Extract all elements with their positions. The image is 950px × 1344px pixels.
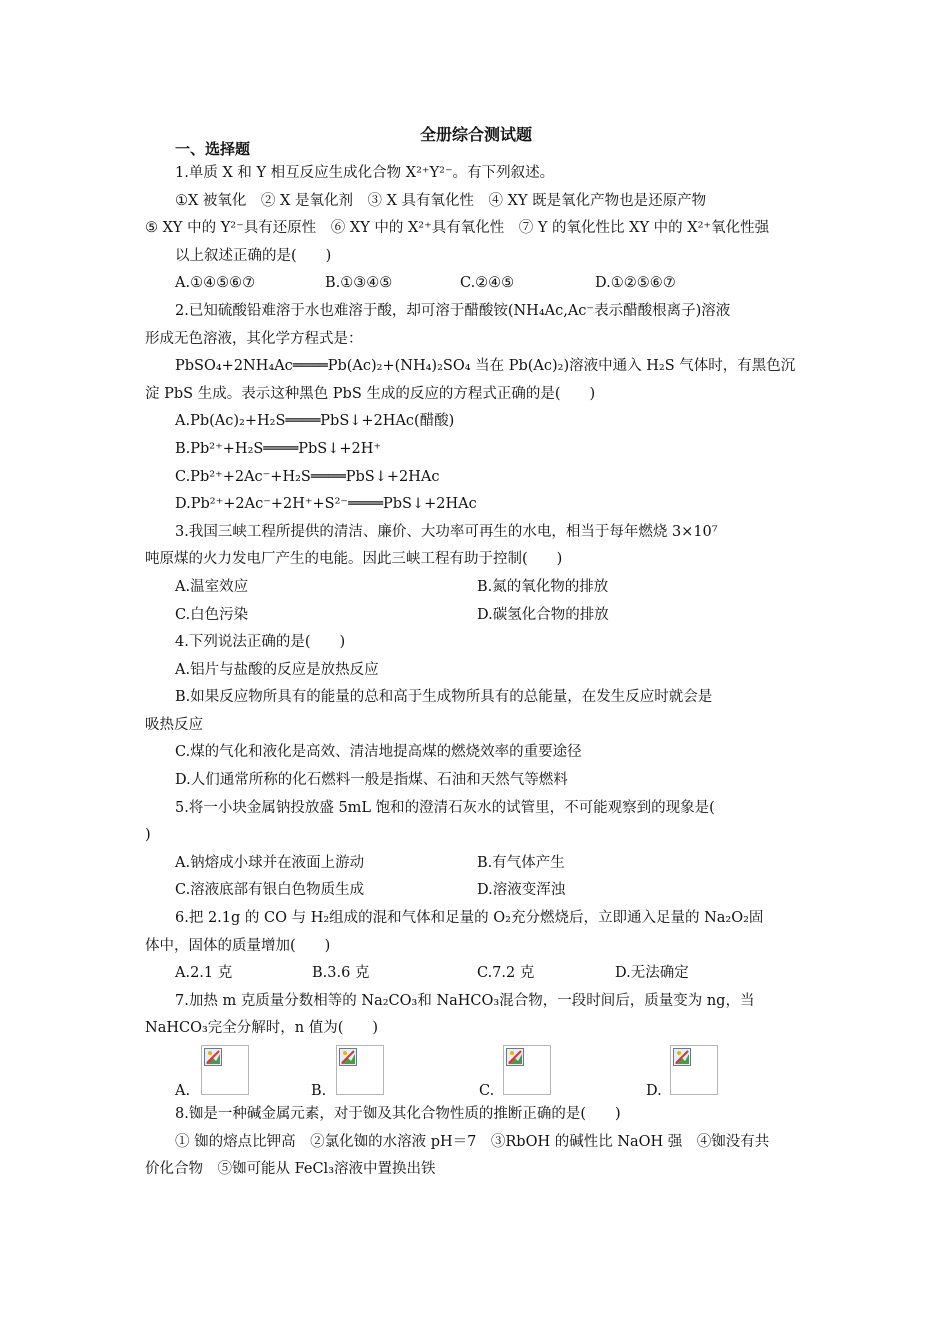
q5-stem-2: )	[145, 827, 151, 844]
q7-option-c-label: C.	[479, 1083, 495, 1099]
section-heading: 一、选择题	[175, 140, 251, 158]
q7-option-a-label: A.	[175, 1083, 191, 1099]
q3-option-b: B.氮的氧化物的排放	[477, 578, 609, 595]
q7-option-c-image	[503, 1045, 551, 1095]
exam-page	[145, 118, 807, 1184]
q8-stem: 8.铷是一种碱金属元素，对于铷及其化合物性质的推断正确的是( )	[175, 1106, 621, 1122]
q5-option-c: C.溶液底部有银白色物质生成	[175, 882, 365, 899]
q5-option-a: A.钠熔成小球并在液面上游动	[175, 854, 365, 871]
broken-image-icon	[673, 1048, 691, 1066]
q2-stem-2: 形成无色溶液，其化学方程式是：	[145, 330, 363, 347]
q7-option-b-label: B.	[311, 1083, 327, 1099]
q4-option-a: A.铝片与盐酸的反应是放热反应	[175, 661, 379, 678]
q1-statements-2: ⑤ XY 中的 Y²⁻具有还原性 ⑥ XY 中的 X²⁺具有氧化性 ⑦ Y 的氧化性比 XY 中的 X²⁺氧化性强	[145, 220, 770, 237]
q7-stem-2: NaHCO₃完全分解时，n 值为( )	[145, 1020, 379, 1037]
q5-option-d: D.溶液变浑浊	[477, 882, 566, 899]
q1-option-c: C.②④⑤	[460, 275, 515, 292]
q7-option-b-image	[336, 1045, 384, 1095]
q4-stem: 4.下列说法正确的是( )	[175, 634, 346, 651]
q2-stem-4: 淀 PbS 生成。表示这种黑色 PbS 生成的反应的方程式正确的是( )	[145, 385, 596, 402]
q4-option-b-1: B.如果反应物所具有的能量的总和高于生成物所具有的总能量，在发生反应时就会是	[175, 689, 713, 706]
broken-image-icon	[204, 1048, 222, 1066]
broken-image-icon	[339, 1048, 357, 1066]
q3-option-a: A.温室效应	[175, 578, 249, 595]
q1-statements-1: ①X 被氧化 ② X 是氧化剂 ③ X 具有氧化性 ④ XY 既是氧化产物也是还原产物	[175, 192, 707, 209]
q6-options	[145, 960, 807, 988]
q7-option-d-image	[670, 1045, 718, 1095]
q3-option-d: D.碳氢化合物的排放	[477, 606, 609, 623]
q8-statements-2: 价化合物 ⑤铷可能从 FeCl₃溶液中置换出铁	[145, 1161, 436, 1178]
q6-option-c: C.7.2 克	[477, 965, 535, 982]
q2-stem-3: PbSO₄+2NH₄Ac════Pb(Ac)₂+(NH₄)₂SO₄ 当在 Pb(Ac)₂)溶液中通入 H₂S 气体时，有黑色沉	[175, 358, 796, 375]
q5-options-row-2	[145, 877, 807, 905]
q3-stem-1: 3.我国三峡工程所提供的清洁、廉价、大功率可再生的水电，相当于每年燃烧 3×10⁷	[175, 523, 718, 540]
q6-stem-1: 6.把 2.1g 的 CO 与 H₂组成的混和气体和足量的 O₂充分燃烧后，立即通入足量的 Na₂O₂固	[175, 910, 764, 927]
q4-option-c: C.煤的气化和液化是高效、清洁地提高煤的燃烧效率的重要途径	[175, 744, 582, 761]
q4-option-b-2: 吸热反应	[145, 716, 203, 733]
q7-option-d-label: D.	[646, 1083, 662, 1099]
q3-options-row-1	[145, 574, 807, 602]
q6-option-d: D.无法确定	[615, 965, 689, 982]
q7-options	[145, 1043, 807, 1101]
q5-option-b: B.有气体产生	[477, 854, 565, 871]
q1-option-b: B.①③④⑤	[325, 275, 393, 292]
q2-stem-1: 2.已知硫酸铅难溶于水也难溶于酸，却可溶于醋酸铵(NH₄Ac,Ac⁻表示醋酸根离子)溶液	[175, 302, 731, 319]
q1-stem: 1.单质 X 和 Y 相互反应生成化合物 X²⁺Y²⁻。有下列叙述。	[175, 165, 555, 181]
q5-options-row-1	[145, 850, 807, 878]
q2-option-c: C.Pb²⁺+2Ac⁻+H₂S════PbS↓+2HAc	[175, 468, 440, 485]
q4-option-d: D.人们通常所称的化石燃料一般是指煤、石油和天然气等燃料	[175, 772, 568, 789]
q8-statements-1: ① 铷的熔点比钾高 ②氯化铷的水溶液 pH＝7 ③RbOH 的碱性比 NaOH 强 ④铷没有共	[175, 1133, 770, 1150]
broken-image-icon	[506, 1048, 524, 1066]
q7-option-a-image	[201, 1045, 249, 1095]
q6-stem-2: 体中，固体的质量增加( )	[145, 937, 331, 954]
q3-options-row-2	[145, 602, 807, 630]
q6-option-b: B.3.6 克	[312, 965, 370, 982]
q3-option-c: C.白色污染	[175, 606, 249, 623]
q1-option-d: D.①②⑤⑥⑦	[595, 275, 676, 292]
q1-options	[145, 270, 807, 298]
q3-stem-2: 吨原煤的火力发电厂产生的电能。因此三峡工程有助于控制( )	[145, 551, 563, 568]
page-title: 全册综合测试题	[419, 125, 532, 144]
q7-stem-1: 7.加热 m 克质量分数相等的 Na₂CO₃和 NaHCO₃混合物，一段时间后，质量变为 ng，当	[175, 992, 755, 1009]
q2-option-d: D.Pb²⁺+2Ac⁻+2H⁺+S²⁻════PbS↓+2HAc	[175, 496, 477, 513]
q1-ask: 以上叙述正确的是( )	[175, 247, 332, 264]
q2-option-b: B.Pb²⁺+H₂S════PbS↓+2H⁺	[175, 440, 382, 457]
q1-option-a: A.①④⑤⑥⑦	[175, 275, 256, 292]
q5-stem-1: 5.将一小块金属钠投放盛 5mL 饱和的澄清石灰水的试管里，不可能观察到的现象是(	[175, 799, 715, 816]
q6-option-a: A.2.1 克	[175, 965, 233, 982]
q2-option-a: A.Pb(Ac)₂+H₂S════PbS↓+2HAc(醋酸)	[175, 413, 455, 430]
